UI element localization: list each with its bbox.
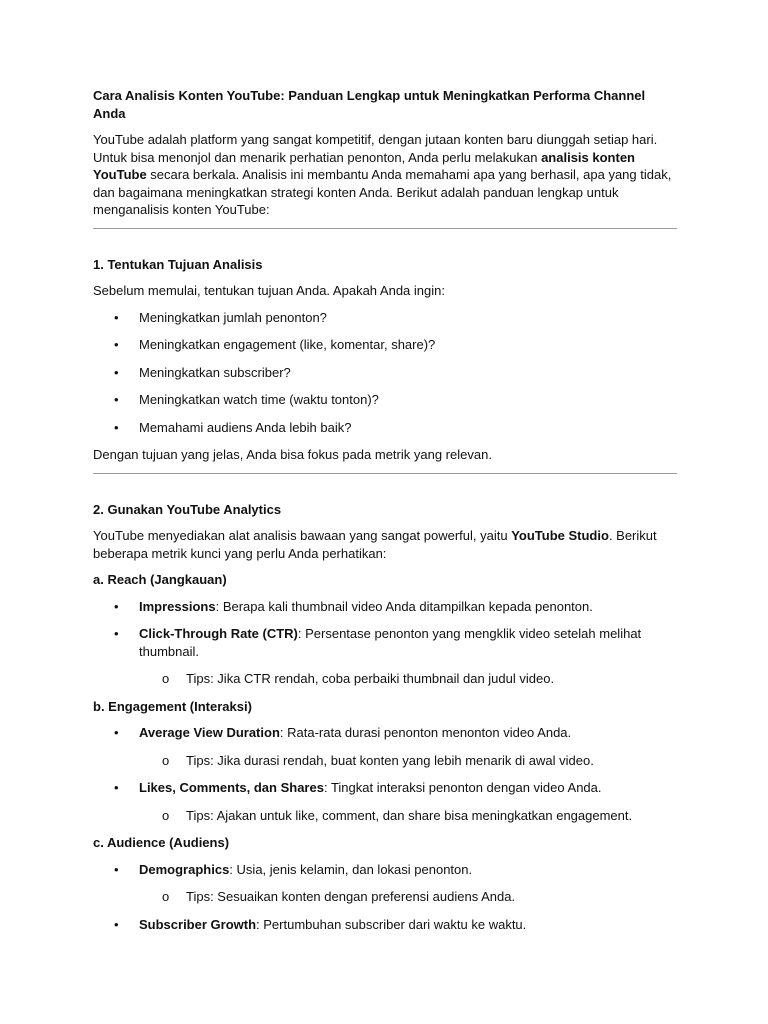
term-description: : Persentase penonton yang mengklik video setelah melihat thumbnail. (139, 626, 642, 659)
list-item (93, 598, 677, 616)
term: Likes, Comments, dan Shares (139, 780, 324, 795)
tip-text: Tips: Ajakan untuk like, comment, dan share bisa meningkatkan engagement. (186, 807, 633, 823)
bullet-icon: • (114, 725, 119, 740)
section-2-lead (93, 527, 677, 562)
list-item (93, 391, 677, 409)
section-1-lead: Sebelum memulai, tentukan tujuan Anda. Apakah Anda ingin: (93, 283, 445, 298)
bullet-icon: • (114, 626, 119, 641)
term-description: : Rata-rata durasi penonton menonton video Anda. (279, 725, 572, 740)
section-2-lead-bold: YouTube Studio (511, 528, 609, 543)
document-page (93, 87, 677, 943)
sub-list-item (93, 888, 677, 906)
list-item-text: Meningkatkan subscriber? (139, 364, 291, 380)
tip-text: Tips: Sesuaikan konten dengan preferensi audiens Anda. (186, 889, 516, 904)
sub-list-item (93, 752, 677, 770)
sub-bullet-icon: o (162, 671, 170, 686)
list-item (93, 309, 677, 327)
term: Average View Duration (139, 725, 280, 740)
term-description: : Usia, jenis kelamin, dan lokasi penonton. (229, 861, 473, 877)
intro-bold-keyword: analisis konten YouTube (93, 149, 635, 182)
term-description: : Pertumbuhan subscriber dari waktu ke waktu. (256, 916, 527, 932)
horizontal-divider (93, 228, 677, 229)
intro-paragraph (93, 131, 677, 219)
list-item-text: Memahami audiens Anda lebih baik? (139, 419, 352, 435)
list-item (93, 779, 677, 797)
list-item (93, 336, 677, 354)
sub-bullet-icon: o (162, 807, 170, 823)
list-item-text: Meningkatkan jumlah penonton? (139, 309, 327, 325)
list-item (93, 625, 677, 660)
term-description: : Tingkat interaksi penonton dengan video Anda. (323, 780, 602, 795)
tip-text: Tips: Jika durasi rendah, buat konten yang lebih menarik di awal video. (186, 752, 594, 768)
section-2-lead-text-2: . Berikut beberapa metrik kunci yang perlu Anda perhatikan: (93, 528, 657, 561)
bullet-icon: • (114, 392, 119, 407)
bullet-icon: • (114, 598, 119, 614)
reach-list (93, 598, 677, 688)
engagement-list (93, 724, 677, 824)
section-2-heading: 2. Gunakan YouTube Analytics (93, 501, 282, 517)
list-item (93, 916, 677, 934)
horizontal-divider (93, 473, 677, 474)
bullet-icon: • (114, 419, 119, 435)
list-item-text: Meningkatkan engagement (like, komentar, share)? (139, 337, 436, 352)
bullet-icon: • (114, 337, 119, 352)
sub-list-item (93, 807, 677, 825)
reach-heading: a. Reach (Jangkauan) (93, 572, 227, 587)
bullet-icon: • (114, 309, 119, 325)
bullet-icon: • (114, 780, 119, 795)
section-2-lead-text-1: YouTube menyediakan alat analisis bawaan yang sangat powerful, yaitu (93, 528, 512, 543)
intro-text-2: secara berkala. Analisis ini membantu Anda memahami apa yang berhasil, apa yang tidak, dan bagaimana meningkatkan strategi konten Anda. Berikut adalah panduan lengkap untuk menganalisis konten YouTube: (93, 167, 672, 217)
document-title: Cara Analisis Konten YouTube: Panduan Lengkap untuk Meningkatkan Performa Channel Anda (93, 88, 646, 121)
goals-list (93, 309, 677, 437)
intro-text-1: YouTube adalah platform yang sangat kompetitif, dengan jutaan konten baru diunggah setiap hari. Untuk bisa menonjol dan menarik perhatian penonton, Anda perlu melakukan (93, 132, 658, 165)
audience-list (93, 861, 677, 934)
section-1-heading: 1. Tentukan Tujuan Analisis (93, 256, 263, 272)
term-description: : Berapa kali thumbnail video Anda ditampilkan kepada penonton. (215, 598, 593, 614)
bullet-icon: • (114, 861, 119, 877)
section-1-closing: Dengan tujuan yang jelas, Anda bisa fokus pada metrik yang relevan. (93, 447, 492, 462)
audience-heading: c. Audience (Audiens) (93, 835, 230, 850)
tip-text: Tips: Jika CTR rendah, coba perbaiki thumbnail dan judul video. (186, 671, 555, 686)
term: Impressions (139, 598, 216, 614)
sub-list-item (93, 670, 677, 688)
term: Click-Through Rate (CTR) (139, 626, 298, 641)
list-item (93, 419, 677, 437)
list-item (93, 364, 677, 382)
list-item-text: Meningkatkan watch time (waktu tonton)? (139, 392, 379, 407)
engagement-heading: b. Engagement (Interaksi) (93, 698, 252, 714)
bullet-icon: • (114, 364, 119, 380)
term: Demographics (139, 861, 230, 877)
list-item (93, 724, 677, 742)
sub-bullet-icon: o (162, 752, 170, 768)
bullet-icon: • (114, 916, 119, 932)
list-item (93, 861, 677, 879)
term: Subscriber Growth (139, 916, 257, 932)
sub-bullet-icon: o (162, 889, 170, 904)
